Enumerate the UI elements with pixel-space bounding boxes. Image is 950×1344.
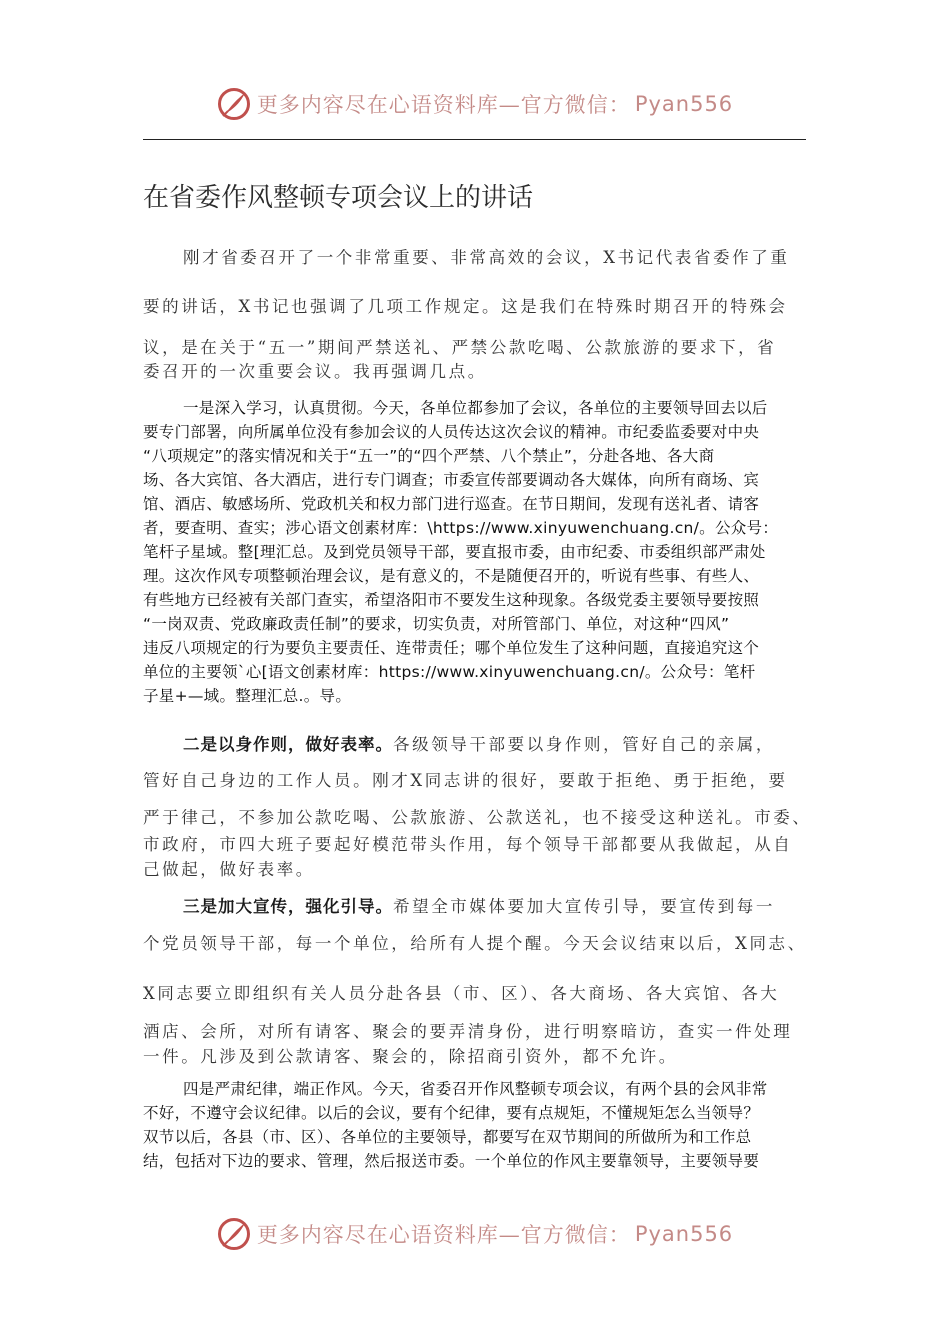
watermark-banner-top [0, 82, 950, 126]
text-line [183, 731, 775, 755]
text-line: 议，是在关于“五一”期间严禁送礼、严禁公款吃喝、公款旅游的要求下，省 [143, 338, 777, 357]
text-line: 子星+—域。整理汇总.。导。 [143, 687, 352, 705]
text-line: 者，要查明、查实；涉心语文创素材库：\https://www.xinyuwenchuang.cn/。公众号： [143, 519, 779, 537]
text-line: 结，包括对下边的要求、管理，然后报送市委。一个单位的作风主要靠领导，主要领导要 [143, 1152, 760, 1170]
quill-logo-icon [217, 1217, 251, 1251]
text-run: 希望全市媒体要加大宣传引导，要宣传到每一 [393, 897, 775, 916]
text-line: 要的讲话，X书记也强调了几项工作规定。这是我们在特殊时期召开的特殊会 [143, 297, 788, 316]
text-line: 刚才省委召开了一个非常重要、非常高效的会议，X书记代表省委作了重 [183, 248, 790, 267]
text-line [183, 893, 775, 917]
text-line: 单位的主要领`心[语文创素材库：https://www.xinyuwenchuang.cn/。公众号：笔杆 [143, 663, 756, 681]
text-line: 己做起，做好表率。 [143, 860, 315, 879]
text-line: 场、各大宾馆、各大酒店，进行专门调查；市委宣传部要调动各大媒体，向所有商场、宾 [143, 471, 760, 489]
banner-wechat-id: Pyan556 [634, 1222, 734, 1246]
banner-wechat-id: Pyan556 [634, 92, 734, 116]
text-line: 一件。凡涉及到公款请客、聚会的，除招商引资外，都不允许。 [143, 1047, 678, 1066]
point-heading: 二是以身作则，做好表率。 [183, 735, 393, 754]
text-line: 笔杆子星域。整[理汇总。及到党员领导干部，要直报市委，由市纪委、市委组织部严肃处 [143, 543, 766, 561]
text-line: “一岗双责、党政廉政责任制”的要求，切实负责，对所管部门、单位，对这种“四风” [143, 615, 730, 633]
banner-text: 更多内容尽在心语资料库—官方微信： [256, 93, 631, 117]
text-line: 要专门部署，向所属单位没有参加会议的人员传达这次会议的精神。市纪委监委要对中央 [143, 423, 760, 441]
text-line: 四是严肃纪律，端正作风。今天，省委召开作风整顿专项会议，有两个县的会风非常 [183, 1080, 768, 1098]
text-line: X同志要立即组织有关人员分赴各县（市、区）、各大商场、各大宾馆、各大 [143, 984, 780, 1003]
text-line: 违反八项规定的行为要负主要责任、连带责任；哪个单位发生了这种问题，直接追究这个 [143, 639, 760, 657]
header-divider [143, 139, 806, 140]
point-heading: 三是加大宣传，强化引导。 [183, 897, 393, 916]
text-line: 委召开的一次重要会议。我再强调几点。 [143, 362, 487, 381]
banner-text: 更多内容尽在心语资料库—官方微信： [256, 1223, 631, 1247]
text-line: 不好，不遵守会议纪律。以后的会议，要有个纪律，要有点规矩，不懂规矩怎么当领导？ [143, 1104, 760, 1122]
text-line: 一是深入学习，认真贯彻。今天，各单位都参加了会议，各单位的主要领导回去以后 [183, 399, 768, 417]
text-line: 管好自己身边的工作人员。刚才X同志讲的很好，要敢于拒绝、勇于拒绝，要 [143, 771, 788, 790]
text-line: 严于律己，不参加公款吃喝、公款旅游、公款送礼，也不接受这种送礼。市委、 [143, 808, 812, 827]
text-line: 馆、酒店、敏感场所、党政机关和权力部门进行巡查。在节日期间，发现有送礼者、请客 [143, 495, 760, 513]
document-title: 在省委作风整顿专项会议上的讲话 [143, 183, 534, 213]
text-line: 市政府，市四大班子要起好模范带头作用，每个领导干部都要从我做起，从自 [143, 835, 793, 854]
text-line: 个党员领导干部，每一个单位，给所有人提个醒。今天会议结束以后，X同志、 [143, 934, 807, 953]
text-run: 各级领导干部要以身作则，管好自己的亲属， [393, 735, 775, 754]
watermark-banner-bottom [0, 1212, 950, 1256]
quill-logo-icon [217, 87, 251, 121]
text-line: “八项规定”的落实情况和关于“五一”的“四个严禁、八个禁止”，分赴各地、各大商 [143, 447, 715, 465]
text-line: 有些地方已经被有关部门查实，希望洛阳市不要发生这种现象。各级党委主要领导要按照 [143, 591, 760, 609]
text-line: 酒店、会所，对所有请客、聚会的要弄清身份，进行明察暗访，查实一件处理 [143, 1022, 793, 1041]
text-line: 双节以后，各县（市、区）、各单位的主要领导，都要写在双节期间的所做所为和工作总 [143, 1128, 752, 1146]
text-line: 理。这次作风专项整顿治理会议，是有意义的，不是随便召开的，听说有些事、有些人、 [143, 567, 760, 585]
